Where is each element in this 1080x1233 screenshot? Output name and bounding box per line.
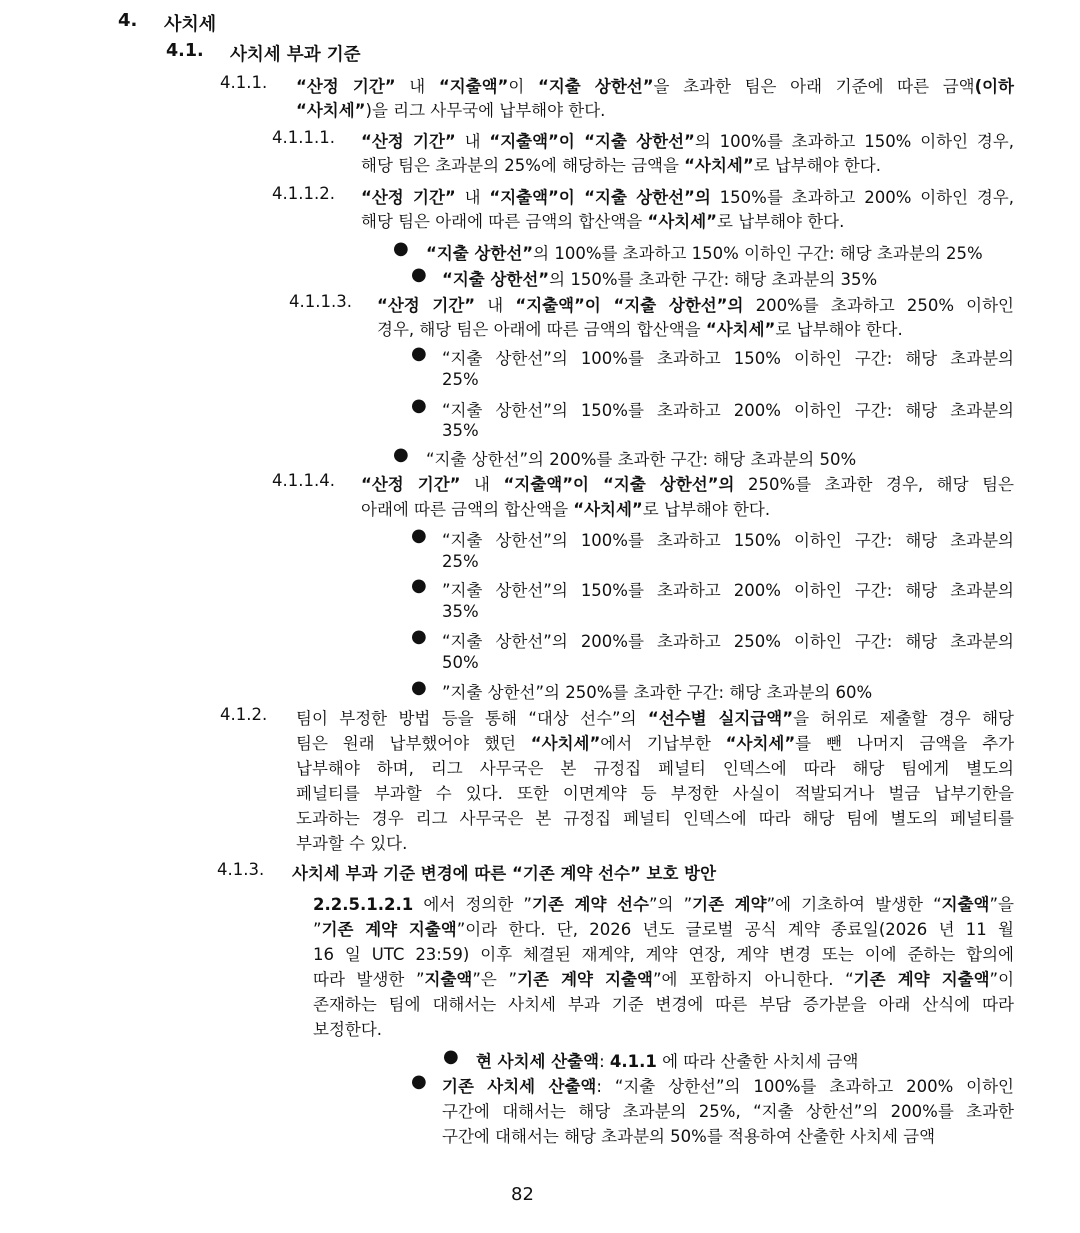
bullet-icon: ● <box>411 264 427 285</box>
bullet-icon: ● <box>411 343 427 364</box>
clause-text: 경우, 해당 팀은 아래에 따른 금액의 합산액을 “사치세”로 납부해야 한다. <box>377 320 903 339</box>
bullet-icon: ● <box>411 626 427 647</box>
clause-text: 페널티를 부과할 수 있다. 또한 이면계약 등 부정한 사실이 적발되거나 벌금 납부기한을 <box>296 784 1014 803</box>
clause-text: 해당 팀은 아래에 따른 금액의 합산액을 “사치세”로 납부해야 한다. <box>361 212 845 231</box>
clause-text: 따라 발생한 ”지출액”은 ”기존 계약 지출액”에 포함하지 아니한다. “기존 계약 지출액”이 <box>313 970 1015 989</box>
clause-text: 납부해야 하며, 리그 사무국은 본 규정집 페널티 인덱스에 따라 해당 팀에게 별도의 <box>296 759 1014 778</box>
list-item-continued: 35% <box>442 602 479 621</box>
list-item: “지출 상한선”의 150%를 초과하고 200% 이하인 구간: 해당 초과분의 <box>442 401 1014 420</box>
clause-number: 4.1.1.1. <box>272 128 335 147</box>
bullet-icon: ● <box>393 444 409 465</box>
list-item: “지출 상한선”의 100%를 초과하고 150% 이하인 구간: 해당 초과분의 <box>442 349 1014 368</box>
clause-text: “산정 기간” 내 “지출액”이 “지출 상한선”을 초과한 팀은 아래 기준에 따른 금액(이하 <box>296 77 1014 96</box>
list-item: 현 사치세 산출액: 4.1.1 에 따라 산출한 사치세 금액 <box>476 1052 859 1071</box>
bullet-icon: ● <box>411 395 427 416</box>
clause-text: “산정 기간” 내 “지출액”이 “지출 상한선”의 250%를 초과한 경우, 해당 팀은 <box>361 475 1014 494</box>
clause-text: 팀이 부정한 방법 등을 통해 “대상 선수”의 “선수별 실지급액”을 허위로 제출할 경우 해당 <box>296 709 1014 728</box>
clause-text: 팀은 원래 납부했어야 했던 “사치세”에서 기납부한 “사치세”를 뺀 나머지 금액을 추가 <box>296 734 1015 753</box>
list-item-continued: 35% <box>442 421 479 440</box>
clause-text: 보정한다. <box>313 1020 383 1039</box>
list-item: “지출 상한선”의 100%를 초과하고 150% 이하인 구간: 해당 초과분의 25% <box>426 244 983 263</box>
clause-text: 도과하는 경우 리그 사무국은 본 규정집 페널티 인덱스에 따라 해당 팀에 별도의 페널티를 <box>296 809 1014 828</box>
bullet-icon: ● <box>443 1046 459 1067</box>
clause-text: ”기존 계약 지출액”이라 한다. 단, 2026 년도 글로벌 공식 계약 종료일(2026 년 11 월 <box>313 920 1014 939</box>
clause-text: 부과할 수 있다. <box>296 834 408 853</box>
list-item: “지출 상한선”의 200%를 초과하고 250% 이하인 구간: 해당 초과분의 <box>442 632 1014 651</box>
clause-text: “산정 기간” 내 “지출액”이 “지출 상한선”의 150%를 초과하고 200% 이하인 경우, <box>361 188 1014 207</box>
clause-text: 2.2.5.1.2.1 에서 정의한 ”기존 계약 선수”의 ”기존 계약”에 기초하여 발생한 “지출액”을 <box>313 895 1014 914</box>
clause-number: 4.1.1.3. <box>289 292 352 311</box>
list-item-continued: 구간에 대해서는 해당 초과분의 25%, “지출 상한선”의 200%를 초과한 <box>442 1102 1014 1121</box>
clause-text: 16 일 UTC 23:59) 이후 체결된 재계약, 계약 연장, 계약 변경 또는 이에 준하는 합의에 <box>313 945 1014 964</box>
bullet-icon: ● <box>411 1071 427 1092</box>
subsection-title: 사치세 부과 기준 <box>230 45 361 65</box>
page-number: 82 <box>511 1184 534 1205</box>
clause-title: 사치세 부과 기준 변경에 따른 “기존 계약 선수” 보호 방안 <box>292 864 717 883</box>
clause-number: 4.1.1.4. <box>272 471 335 490</box>
list-item-continued: 25% <box>442 370 479 389</box>
clause-text: 해당 팀은 초과분의 25%에 해당하는 금액을 “사치세”로 납부해야 한다. <box>361 156 881 175</box>
list-item-continued: 50% <box>442 653 479 672</box>
section-number: 4. <box>118 10 138 31</box>
clause-number: 4.1.3. <box>217 860 265 879</box>
section-title: 사치세 <box>164 14 217 35</box>
list-item: “지출 상한선”의 100%를 초과하고 150% 이하인 구간: 해당 초과분의 <box>442 531 1014 550</box>
bullet-icon: ● <box>393 238 409 259</box>
list-item: ”지출 상한선”의 250%를 초과한 구간: 해당 초과분의 60% <box>442 683 873 702</box>
clause-text: “사치세”)을 리그 사무국에 납부해야 한다. <box>296 101 606 120</box>
list-item: “지출 상한선”의 200%를 초과한 구간: 해당 초과분의 50% <box>426 450 857 469</box>
clause-text: “산정 기간” 내 “지출액”이 “지출 상한선”의 200%를 초과하고 250% 이하인 <box>377 296 1014 315</box>
list-item-continued: 25% <box>442 552 479 571</box>
clause-text: 존재하는 팀에 대해서는 사치세 부과 기준 변경에 따른 부담 증가분을 아래 산식에 따라 <box>313 995 1014 1014</box>
bullet-icon: ● <box>411 677 427 698</box>
subsection-number: 4.1. <box>166 41 204 61</box>
clause-text: 아래에 따른 금액의 합산액을 “사치세”로 납부해야 한다. <box>361 500 771 519</box>
clause-number: 4.1.1.2. <box>272 184 335 203</box>
list-item-continued: 구간에 대해서는 해당 초과분의 50%를 적용하여 산출한 사치세 금액 <box>442 1127 936 1146</box>
clause-number: 4.1.2. <box>220 705 268 724</box>
bullet-icon: ● <box>411 525 427 546</box>
list-item: ”지출 상한선”의 150%를 초과하고 200% 이하인 구간: 해당 초과분의 <box>442 581 1014 600</box>
clause-text: “산정 기간” 내 “지출액”이 “지출 상한선”의 100%를 초과하고 150% 이하인 경우, <box>361 132 1014 151</box>
bullet-icon: ● <box>411 575 427 596</box>
list-item: “지출 상한선”의 150%를 초과한 구간: 해당 초과분의 35% <box>442 270 878 289</box>
list-item: 기존 사치세 산출액: “지출 상한선”의 100%를 초과하고 200% 이하인 <box>442 1077 1014 1096</box>
clause-number: 4.1.1. <box>220 73 268 92</box>
